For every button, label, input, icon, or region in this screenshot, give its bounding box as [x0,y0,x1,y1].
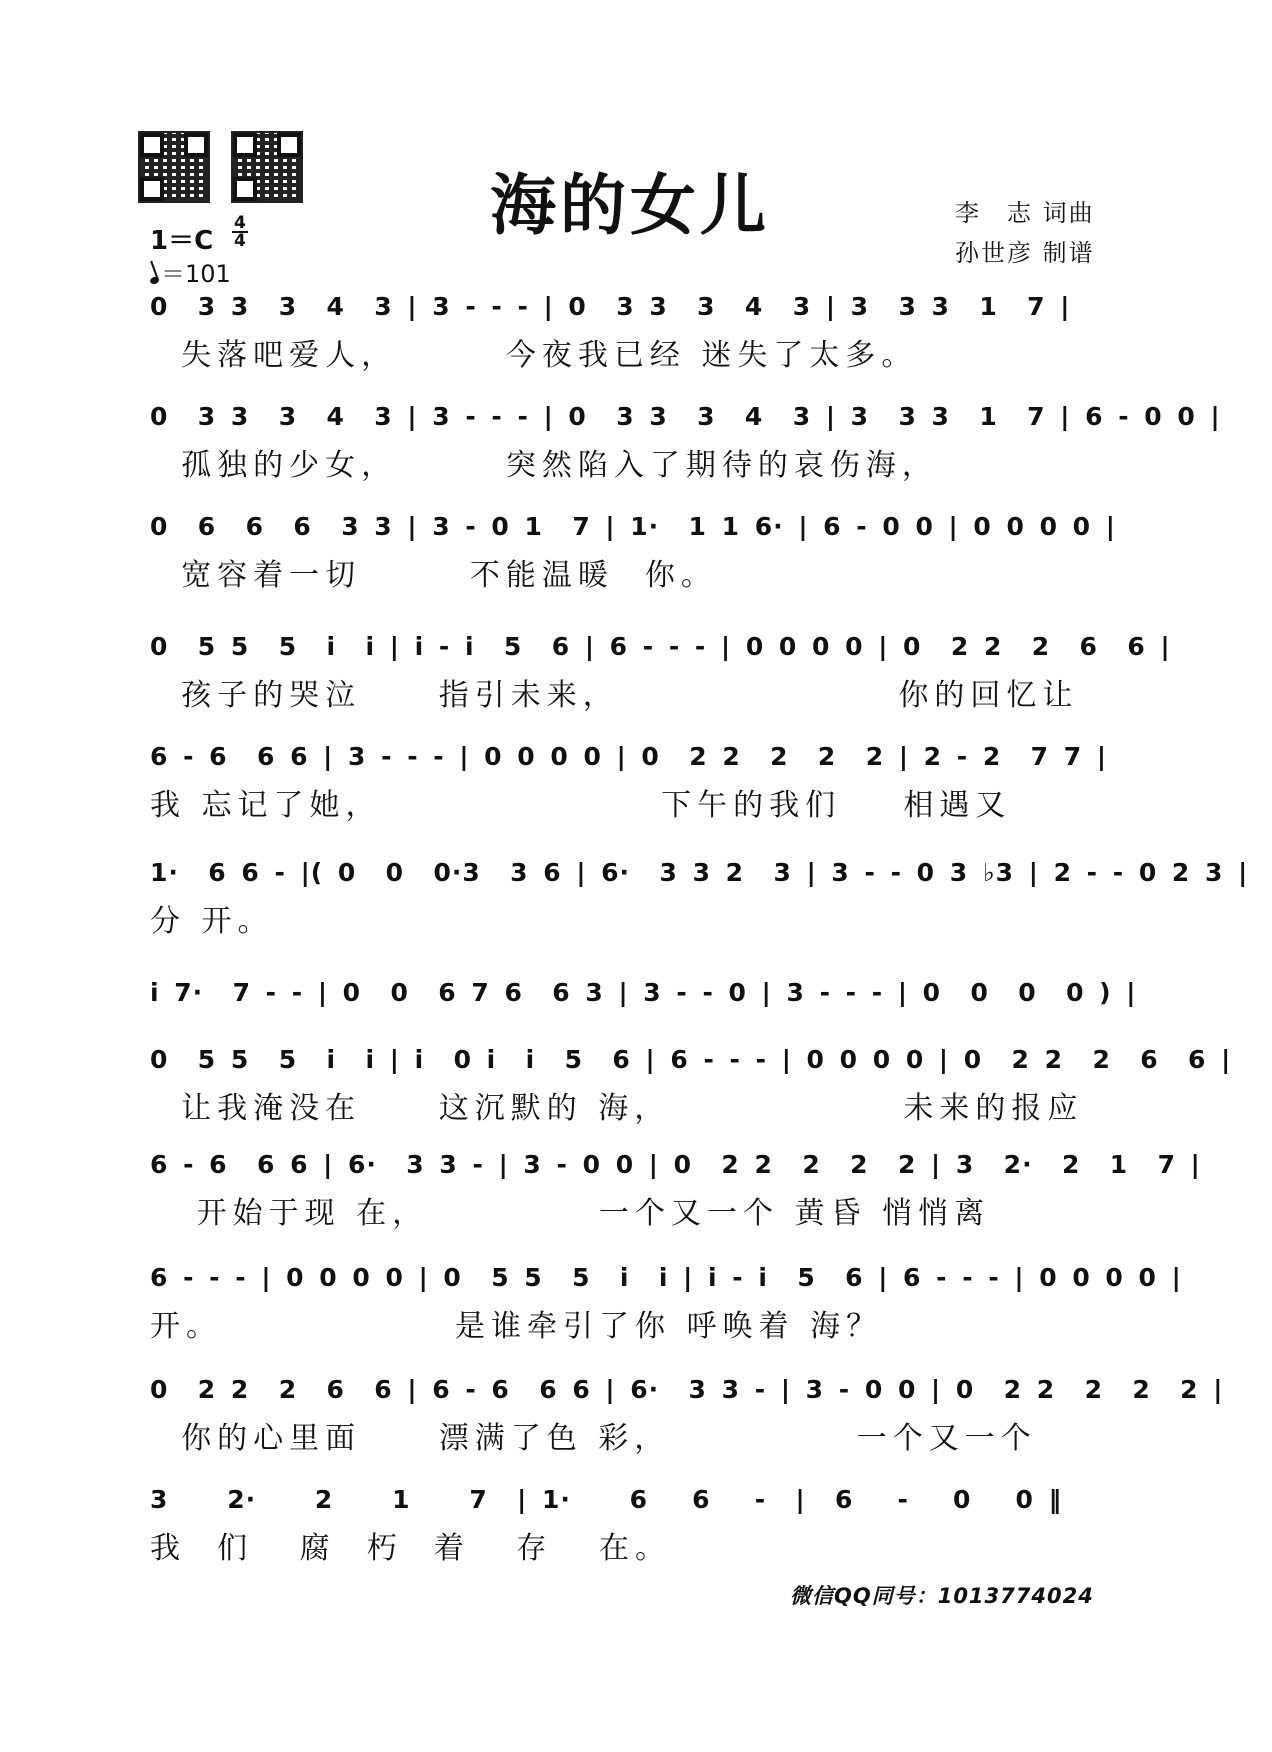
page-title: 海的女儿 [490,166,770,244]
time-signature-top: 4 [234,213,246,233]
lyrics-line: 开。 是谁牵引了你 呼唤着 海？ [150,1309,883,1344]
notation-line: 0 2 2 2 6 6 | 6 - 6 6 6 | 6· 3 3 - | 3 - 0 0 | 0 2 2 2 2 2 | [150,1375,1224,1404]
lyrics-line: 让我淹没在 这沉默的 海， 未来的报应 [150,1091,1084,1126]
notation-line: 1· 6 6 - |( 0 0 0·3 3 6 | 6· 3 3 2 3 | 3 - - 0 3 ♭3 | 2 - - 0 2 3 | [150,858,1249,887]
notation-line: 6 - 6 6 6 | 3 - - - | 0 0 0 0 | 0 2 2 2 2 2 | 2 - 2 7 7 | [150,742,1107,771]
lyrics-line: 分 开。 [150,904,274,939]
lyrics-line: 孤独的少女， 突然陷入了期待的哀伤海， [150,448,938,483]
lyrics-line: 孩子的哭泣 指引未来， 你的回忆让 [150,678,1079,713]
notation-line: 3 2· 2 1 7 | 1· 6 6 - | 6 - 0 0 ‖ [150,1485,1063,1514]
notation-line: 0 3 3 3 4 3 | 3 - - - | 0 3 3 3 4 3 | 3 3 3 1 7 | 6 - 0 0 | [150,402,1221,431]
lyrics-line: 失落吧爱人， 今夜我已经 迷失了太多。 [150,338,918,373]
lyrics-line: 开始于现 在， 一个又一个 黄昏 悄悄离 [150,1196,991,1231]
notation-line: 0 5 5 5 i i | i 0 i i 5 6 | 6 - - - | 0 0 0 0 | 0 2 2 2 6 6 | [150,1045,1232,1074]
tempo-value: ＝101 [161,260,231,288]
qr-code-2 [233,133,301,201]
quarter-note-icon [149,276,160,286]
time-signature [232,215,248,249]
tempo-marking [150,254,231,289]
notation-line: 0 6 6 6 3 3 | 3 - 0 1 7 | 1· 1 1 6· | 6 - 0 0 | 0 0 0 0 | [150,512,1116,541]
notation-line: 0 5 5 5 i i | i - i 5 6 | 6 - - - | 0 0 0 0 | 0 2 2 2 6 6 | [150,632,1171,661]
qr-code-1 [140,133,208,201]
lyrics-line: 你的心里面 漂满了色 彩， 一个又一个 [150,1421,1037,1456]
transcriber-credit: 孙世彦 制谱 [955,239,1095,267]
notation-line: i 7· 7 - - | 0 0 6 7 6 6 3 | 3 - - 0 | 3 - - - | 0 0 0 0 ) | [150,978,1137,1007]
lyrics-line: 我 忘记了她， 下午的我们 相遇又 [150,788,1012,823]
lyrics-line: 我 们 腐 朽 着 存 在。 [150,1531,672,1566]
lyrics-line: 宽容着一切 不能温暖 你。 [150,558,717,593]
time-signature-bottom: 4 [234,231,246,251]
notation-line: 6 - 6 6 6 | 6· 3 3 - | 3 - 0 0 | 0 2 2 2 2 2 | 3 2· 2 1 7 | [150,1150,1201,1179]
lyricist-composer-credit: 李 志 词曲 [955,199,1095,227]
key-signature: 1＝C [150,226,214,256]
notation-line: 6 - - - | 0 0 0 0 | 0 5 5 5 i i | i - i 5 6 | 6 - - - | 0 0 0 0 | [150,1263,1182,1292]
contact-info: 微信QQ同号：1013774024 [790,1584,1094,1608]
notation-line: 0 3 3 3 4 3 | 3 - - - | 0 3 3 3 4 3 | 3 3 3 1 7 | [150,292,1071,321]
